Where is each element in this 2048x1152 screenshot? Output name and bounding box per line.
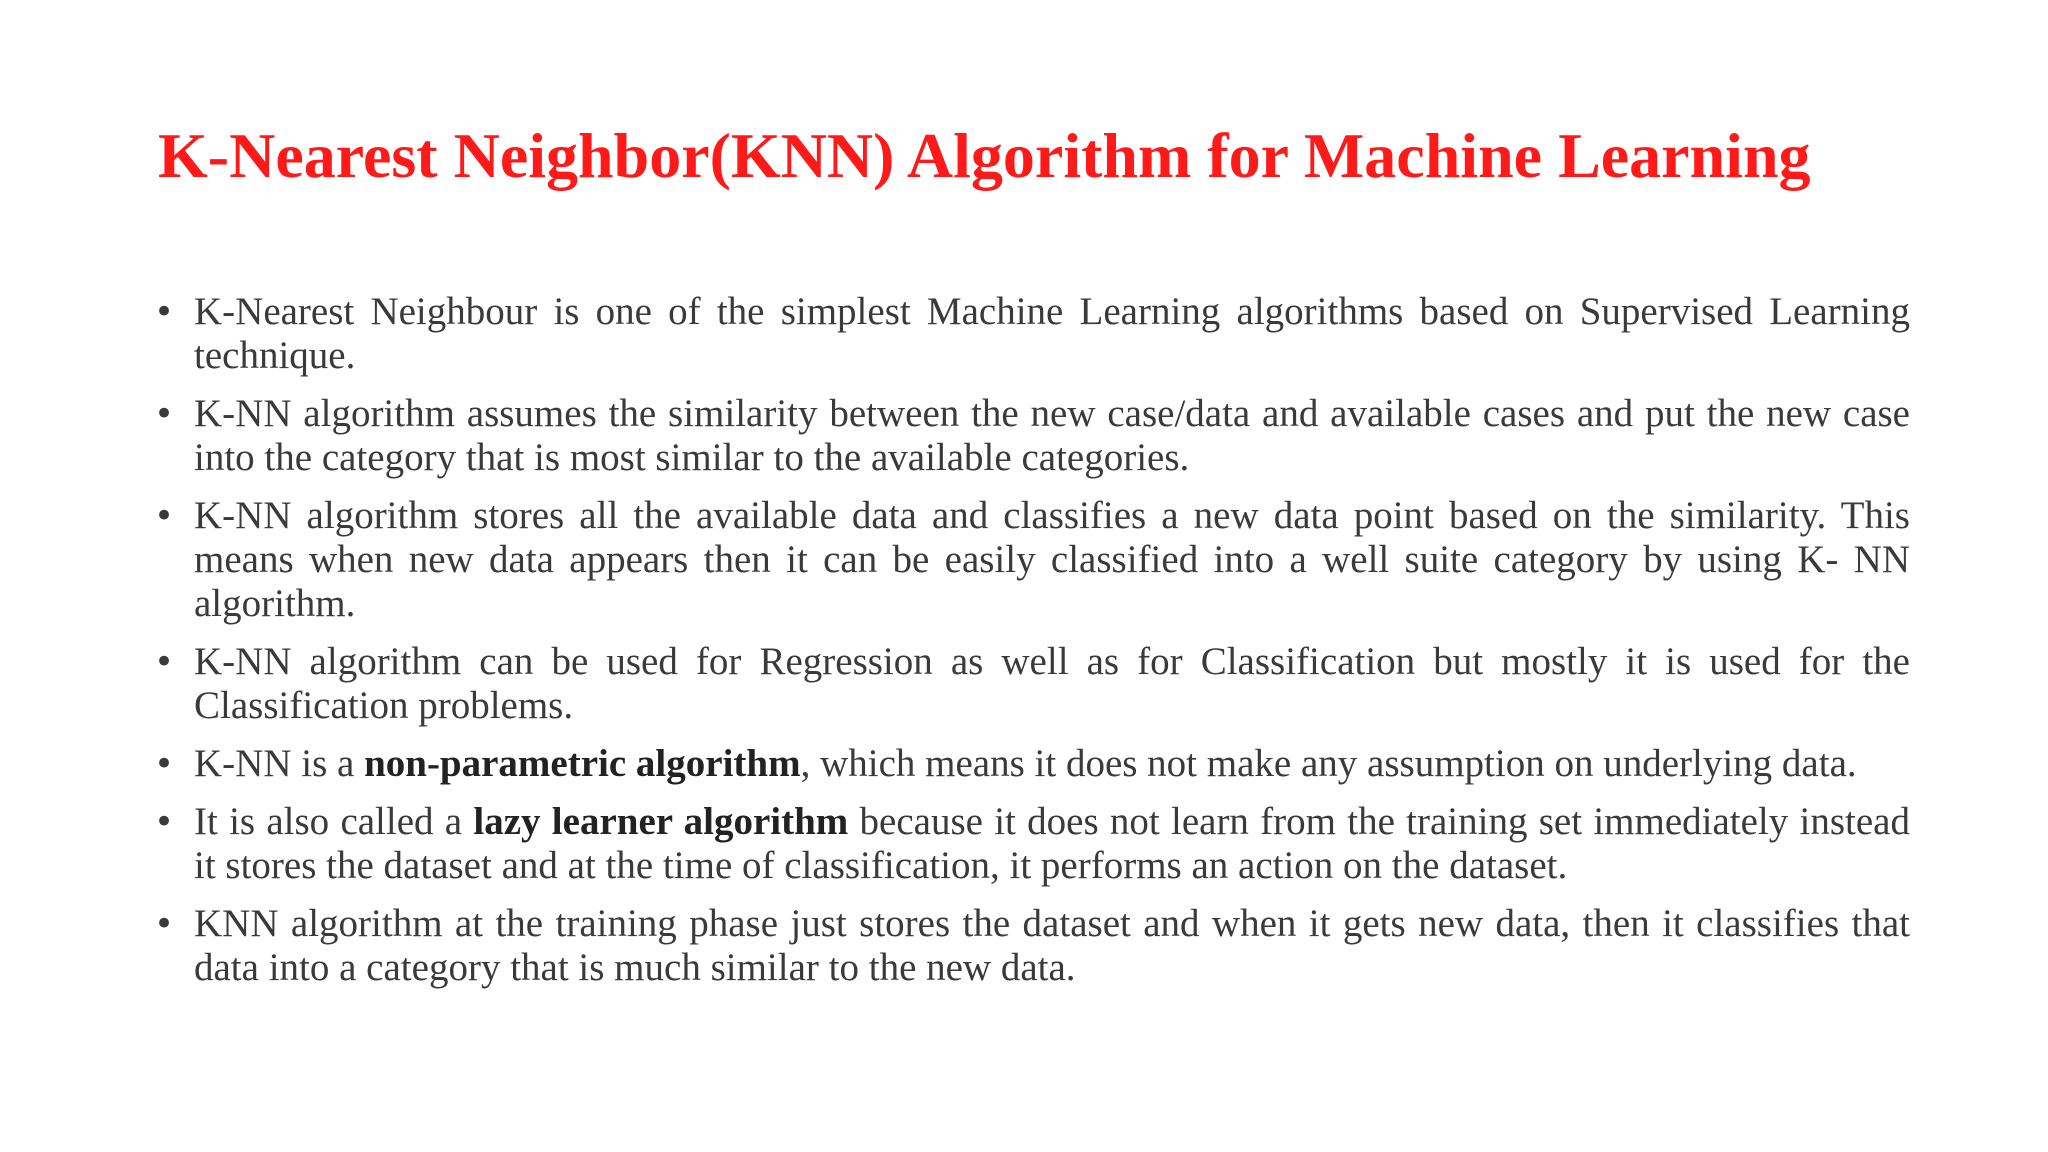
bullet-icon: •	[154, 744, 175, 784]
bullet-item	[150, 494, 1910, 626]
bullet-icon: •	[154, 802, 175, 842]
bullet-text-before: K-NN is a	[194, 742, 365, 785]
slide-title: K-Nearest Neighbor(KNN) Algorithm for Machine Learning	[158, 120, 1811, 191]
bullet-item	[150, 800, 1910, 888]
bullet-item	[150, 392, 1910, 480]
bullet-icon: •	[154, 394, 175, 434]
bullet-icon: •	[154, 642, 175, 682]
bullet-text: K-Nearest Neighbour is one of the simplest Machine Learning algorithms based on Supervised Learning technique.	[194, 290, 1910, 377]
bullet-bold-term: lazy learner algorithm	[473, 800, 849, 843]
bullet-text: K-NN algorithm can be used for Regression as well as for Classification but mostly it is used for the Classification problems.	[194, 640, 1910, 727]
bullet-bold-term: non-parametric algorithm	[364, 742, 801, 785]
bullet-item	[150, 290, 1910, 378]
bullet-text: KNN algorithm at the training phase just stores the dataset and when it gets new data, then it classifies that data into a category that is much similar to the new data.	[194, 902, 1910, 989]
bullet-icon: •	[154, 496, 175, 536]
bullet-text: K-NN algorithm assumes the similarity between the new case/data and available cases and put the new case into the category that is most similar to the available categories.	[194, 392, 1910, 479]
bullet-text-before: It is also called a	[194, 800, 474, 843]
bullet-icon: •	[154, 292, 175, 332]
bullet-list	[150, 290, 1910, 1004]
bullet-icon: •	[154, 904, 175, 944]
bullet-text-after: because it does not learn from the training set immediately instead it stores the dataset and at the time of classification, it performs an action on the dataset.	[194, 800, 1910, 887]
bullet-item	[150, 902, 1910, 990]
bullet-text-after: , which means it does not make any assumption on underlying data.	[800, 742, 1857, 785]
bullet-text: K-NN algorithm stores all the available data and classifies a new data point based on the similarity. This means when new data appears then it can be easily classified into a well suite category by using K- NN algorithm.	[194, 494, 1910, 625]
bullet-item	[150, 640, 1910, 728]
bullet-item	[150, 742, 1910, 786]
